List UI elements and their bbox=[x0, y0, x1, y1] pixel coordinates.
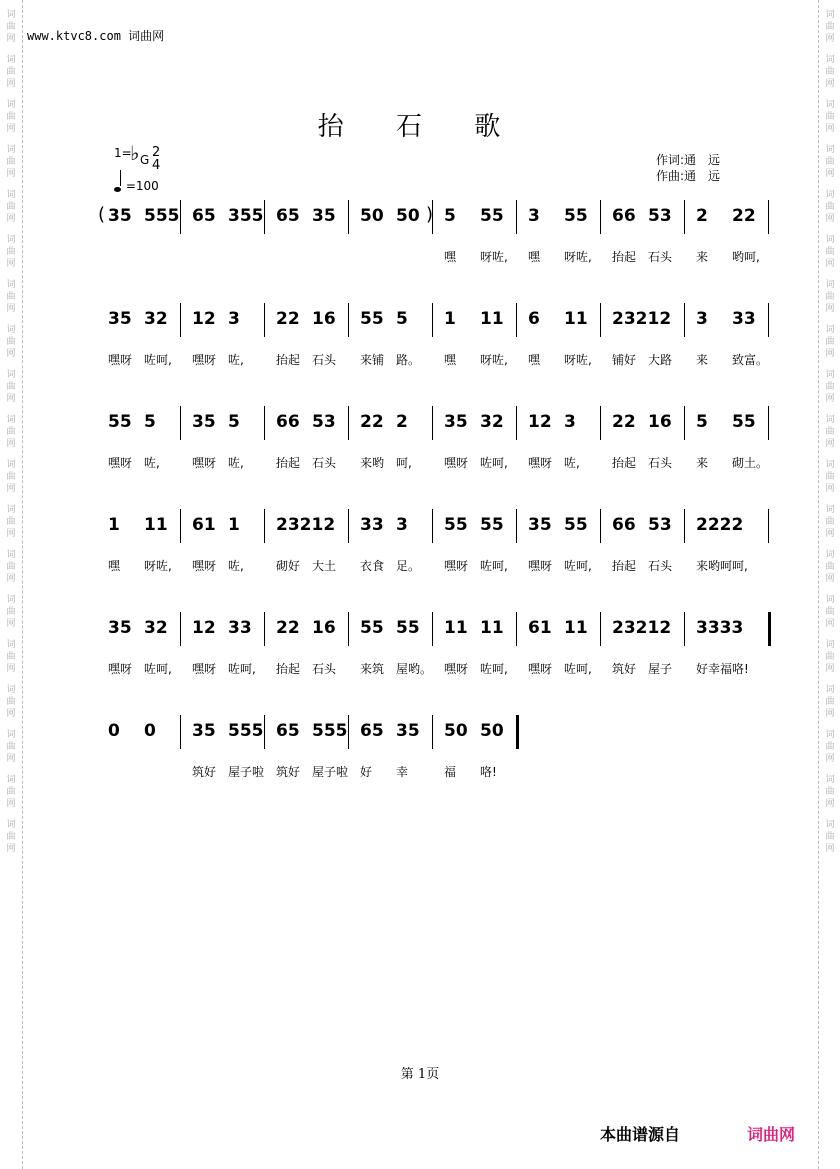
note-group: 16 bbox=[312, 309, 336, 329]
note-group: 3 bbox=[396, 515, 408, 535]
lyric-line bbox=[100, 763, 760, 779]
lyric-word: 来哟呵呵, bbox=[696, 559, 748, 573]
lyric-word: 呵, bbox=[396, 456, 412, 470]
bar-line bbox=[432, 406, 433, 440]
note-group: 0 bbox=[144, 721, 156, 741]
note-group: 555 bbox=[312, 721, 348, 741]
note-group: 65 bbox=[276, 721, 300, 741]
note-group: 1 bbox=[108, 515, 120, 535]
bar-line bbox=[432, 612, 433, 646]
note-group: 53 bbox=[648, 515, 672, 535]
bar-line bbox=[348, 303, 349, 337]
note-group: 3 bbox=[696, 309, 708, 329]
lyric-word: 咗呵, bbox=[480, 662, 508, 676]
lyric-word: 致富。 bbox=[732, 353, 769, 367]
note-group: 50 bbox=[396, 206, 420, 226]
note-group: 5 bbox=[144, 412, 156, 432]
bar-line bbox=[768, 509, 769, 543]
note-group: 11 bbox=[564, 618, 588, 638]
lyric-word: 嘿 bbox=[108, 559, 121, 573]
bar-line bbox=[684, 612, 685, 646]
bar-line bbox=[600, 406, 601, 440]
bar-line bbox=[180, 509, 181, 543]
note-group: 12 bbox=[192, 618, 216, 638]
lyric-word: 呀咗, bbox=[564, 353, 592, 367]
watermark-text: 词 曲 网 bbox=[6, 685, 16, 719]
lyric-word: 咗呵, bbox=[144, 353, 172, 367]
lyric-word: 石头 bbox=[648, 456, 673, 470]
watermark-text: 词 曲 网 bbox=[825, 640, 835, 674]
flat-symbol: ♭ bbox=[130, 141, 140, 165]
lyric-word: 嘿呀 bbox=[528, 559, 553, 573]
watermark-text: 词 曲 网 bbox=[6, 775, 16, 809]
lyric-word: 来 bbox=[696, 250, 709, 264]
lyric-word: 嘿呀 bbox=[108, 456, 133, 470]
note-group: 65 bbox=[192, 206, 216, 226]
note-group: 0 bbox=[108, 721, 120, 741]
lyric-word: 抬起 bbox=[276, 456, 301, 470]
note-group: 11 bbox=[564, 309, 588, 329]
bar-line bbox=[516, 715, 519, 749]
note-group: 35 bbox=[108, 206, 132, 226]
bar-line bbox=[516, 406, 517, 440]
watermark-text: 词 曲 网 bbox=[825, 55, 835, 89]
note-group: 53 bbox=[648, 206, 672, 226]
bar-line bbox=[180, 715, 181, 749]
note-stem bbox=[120, 170, 121, 186]
note-group: 16 bbox=[648, 412, 672, 432]
lyric-word: 嘿呀 bbox=[528, 456, 553, 470]
lyric-word: 咗呵, bbox=[144, 662, 172, 676]
lyric-word: 石头 bbox=[648, 250, 673, 264]
note-group: 11 bbox=[480, 309, 504, 329]
source-label: 本曲谱源自 bbox=[600, 1125, 681, 1144]
note-group: 32 bbox=[480, 412, 504, 432]
lyric-word: 咗, bbox=[564, 456, 580, 470]
bar-line bbox=[768, 612, 771, 646]
bar-line bbox=[516, 200, 517, 234]
lyric-word: 呀咗, bbox=[480, 353, 508, 367]
repeat-close-paren: ) bbox=[426, 204, 434, 225]
watermark-text: 词 曲 网 bbox=[825, 235, 835, 269]
lyric-word: 铺好 bbox=[612, 353, 637, 367]
note-group: 5 bbox=[228, 412, 240, 432]
tempo-value: =100 bbox=[125, 179, 159, 193]
watermark-text: 词 曲 网 bbox=[825, 775, 835, 809]
lyric-word: 哟呵, bbox=[732, 250, 760, 264]
note-group: 35 bbox=[192, 721, 216, 741]
notes-line bbox=[100, 303, 760, 343]
bar-line bbox=[264, 509, 265, 543]
song-title: 抬 石 歌 bbox=[317, 112, 523, 142]
lyric-word: 嘿呀 bbox=[192, 559, 217, 573]
note-group: 6 bbox=[528, 309, 540, 329]
notes-line bbox=[100, 612, 760, 652]
lyric-word: 咗呵, bbox=[228, 662, 256, 676]
watermark-text: 词 曲 网 bbox=[6, 325, 16, 359]
bar-line bbox=[600, 303, 601, 337]
lyric-word: 咗呵, bbox=[564, 559, 592, 573]
page-number: 第 1页 bbox=[400, 1067, 440, 1082]
watermark-text: 词 曲 网 bbox=[825, 370, 835, 404]
note-group: 1 bbox=[228, 515, 240, 535]
lyric-word: 好幸福咯! bbox=[696, 662, 749, 676]
note-group: 55 bbox=[108, 412, 132, 432]
note-group: 55 bbox=[480, 515, 504, 535]
note-group: 55 bbox=[396, 618, 420, 638]
repeat-open-paren: ( bbox=[98, 204, 106, 225]
lyric-word: 砌好 bbox=[276, 559, 301, 573]
lyric-word: 屋子啦 bbox=[312, 765, 349, 779]
bar-line bbox=[264, 303, 265, 337]
lyric-word: 嘿 bbox=[528, 353, 541, 367]
note-group: 35 bbox=[444, 412, 468, 432]
note-group: 55 bbox=[480, 206, 504, 226]
note-group: 22 bbox=[612, 412, 636, 432]
key-signature bbox=[114, 141, 161, 173]
lyric-word: 呀咗, bbox=[564, 250, 592, 264]
lyric-word: 大土 bbox=[312, 559, 337, 573]
lyric-word: 好 bbox=[360, 765, 373, 779]
watermark-text: 词 曲 网 bbox=[825, 460, 835, 494]
bar-line bbox=[264, 612, 265, 646]
lyric-word: 砌土。 bbox=[732, 456, 769, 470]
brand-link[interactable]: 词曲网 bbox=[747, 1125, 796, 1144]
bar-line bbox=[432, 303, 433, 337]
watermark-text: 词 曲 网 bbox=[6, 550, 16, 584]
note-group: 35 bbox=[528, 515, 552, 535]
lyric-word: 足。 bbox=[396, 559, 421, 573]
lyric-word: 大路 bbox=[648, 353, 673, 367]
lyric-word: 筑好 bbox=[192, 765, 217, 779]
lyric-word: 筑好 bbox=[612, 662, 637, 676]
lyric-word: 抬起 bbox=[612, 559, 637, 573]
watermark-text: 词 曲 网 bbox=[825, 10, 835, 44]
lyric-word: 来 bbox=[696, 456, 709, 470]
watermark-text: 词 曲 网 bbox=[825, 595, 835, 629]
note-group: 23212 bbox=[612, 618, 672, 638]
note-group: 12 bbox=[528, 412, 552, 432]
bar-line bbox=[264, 715, 265, 749]
note-group: 35 bbox=[108, 618, 132, 638]
note-group: 55 bbox=[564, 515, 588, 535]
watermark-text: 词 曲 网 bbox=[825, 415, 835, 449]
left-watermark-strip bbox=[0, 0, 23, 1169]
note-group: 66 bbox=[612, 515, 636, 535]
watermark-text: 词 曲 网 bbox=[6, 640, 16, 674]
watermark-text: 词 曲 网 bbox=[6, 505, 16, 539]
note-group: 50 bbox=[444, 721, 468, 741]
note-group: 55 bbox=[360, 309, 384, 329]
notes-line bbox=[100, 406, 760, 446]
lyric-word: 嘿呀 bbox=[444, 456, 469, 470]
watermark-text: 词 曲 网 bbox=[825, 505, 835, 539]
lyric-line bbox=[100, 351, 769, 367]
time-top: 2 bbox=[152, 145, 161, 160]
watermark-text: 词 曲 网 bbox=[6, 595, 16, 629]
note-group: 53 bbox=[312, 412, 336, 432]
watermark-text: 词 曲 网 bbox=[6, 55, 16, 89]
note-group: 3 bbox=[228, 309, 240, 329]
time-signature bbox=[152, 146, 160, 172]
lyric-word: 福 bbox=[444, 765, 457, 779]
note-group: 33 bbox=[732, 309, 756, 329]
note-group: 3 bbox=[528, 206, 540, 226]
watermark-text: 词 曲 网 bbox=[825, 730, 835, 764]
lyric-word: 来哟 bbox=[360, 456, 385, 470]
bar-line bbox=[600, 200, 601, 234]
lyric-word: 咗, bbox=[228, 456, 244, 470]
watermark-text: 词 曲 网 bbox=[6, 10, 16, 44]
note-group: 55 bbox=[360, 618, 384, 638]
lyric-word: 抬起 bbox=[276, 353, 301, 367]
watermark-text: 词 曲 网 bbox=[825, 190, 835, 224]
lyric-word: 来 bbox=[696, 353, 709, 367]
watermark-text: 词 曲 网 bbox=[6, 100, 16, 134]
lyric-word: 咗, bbox=[228, 559, 244, 573]
watermark-text: 词 曲 网 bbox=[825, 100, 835, 134]
note-group: 23212 bbox=[612, 309, 672, 329]
lyric-word: 咗, bbox=[228, 353, 244, 367]
lyric-word: 嘿 bbox=[528, 250, 541, 264]
note-group: 33 bbox=[228, 618, 252, 638]
note-group: 355 bbox=[228, 206, 264, 226]
bar-line bbox=[684, 406, 685, 440]
watermark-text: 词 曲 网 bbox=[6, 730, 16, 764]
note-group: 23212 bbox=[276, 515, 336, 535]
note-group: 65 bbox=[360, 721, 384, 741]
lyric-line bbox=[100, 454, 769, 470]
lyric-word: 咯! bbox=[480, 765, 497, 779]
note-group: 61 bbox=[192, 515, 216, 535]
lyric-word: 屋子 bbox=[648, 662, 673, 676]
bar-line bbox=[768, 303, 769, 337]
lyric-word: 石头 bbox=[648, 559, 673, 573]
bar-line bbox=[432, 509, 433, 543]
key-prefix: 1= bbox=[114, 146, 132, 160]
tempo-marking bbox=[114, 174, 159, 193]
notes-line bbox=[100, 200, 760, 240]
lyric-word: 衣食 bbox=[360, 559, 385, 573]
note-group: 55 bbox=[444, 515, 468, 535]
note-group: 5 bbox=[396, 309, 408, 329]
note-group: 55 bbox=[732, 412, 756, 432]
bar-line bbox=[348, 509, 349, 543]
note-group: 22 bbox=[276, 618, 300, 638]
bar-line bbox=[600, 509, 601, 543]
lyric-word: 咗呵, bbox=[564, 662, 592, 676]
time-bottom: 4 bbox=[152, 158, 161, 173]
watermark-text: 词 曲 网 bbox=[6, 460, 16, 494]
note-group: 50 bbox=[360, 206, 384, 226]
watermark-text: 词 曲 网 bbox=[6, 235, 16, 269]
note-group: 11 bbox=[480, 618, 504, 638]
lyric-word: 抬起 bbox=[612, 456, 637, 470]
lyric-word: 嘿呀 bbox=[444, 662, 469, 676]
bar-line bbox=[684, 509, 685, 543]
lyric-line bbox=[100, 660, 760, 676]
note-group: 555 bbox=[228, 721, 264, 741]
bar-line bbox=[684, 303, 685, 337]
watermark-text: 词 曲 网 bbox=[6, 820, 16, 854]
watermark-text: 词 曲 网 bbox=[825, 145, 835, 179]
lyric-word: 石头 bbox=[312, 456, 337, 470]
note-group: 11 bbox=[444, 618, 468, 638]
quarter-note-icon bbox=[114, 187, 121, 192]
lyric-word: 嘿呀 bbox=[444, 559, 469, 573]
bar-line bbox=[600, 612, 601, 646]
bar-line bbox=[516, 509, 517, 543]
note-group: 32 bbox=[144, 309, 168, 329]
lyric-word: 咗, bbox=[144, 456, 160, 470]
note-group: 22 bbox=[360, 412, 384, 432]
lyricist: 作词:通 远 bbox=[656, 153, 721, 167]
note-group: 5 bbox=[444, 206, 456, 226]
note-group: 555 bbox=[144, 206, 180, 226]
notes-line bbox=[100, 509, 760, 549]
lyric-word: 筑好 bbox=[276, 765, 301, 779]
lyric-word: 来筑 bbox=[360, 662, 385, 676]
note-group: 12 bbox=[192, 309, 216, 329]
lyric-word: 路。 bbox=[396, 353, 421, 367]
lyric-word: 石头 bbox=[312, 353, 337, 367]
note-group: 22 bbox=[732, 206, 756, 226]
note-group: 5 bbox=[696, 412, 708, 432]
note-group: 61 bbox=[528, 618, 552, 638]
lyric-word: 嘿呀 bbox=[108, 662, 133, 676]
note-group: 2 bbox=[396, 412, 408, 432]
lyric-word: 屋子啦 bbox=[228, 765, 265, 779]
note-group: 66 bbox=[612, 206, 636, 226]
lyric-word: 嘿呀 bbox=[108, 353, 133, 367]
bar-line bbox=[348, 200, 349, 234]
note-group: 65 bbox=[276, 206, 300, 226]
note-group: 55 bbox=[564, 206, 588, 226]
bar-line bbox=[348, 715, 349, 749]
credits bbox=[656, 152, 720, 184]
note-group: 22 bbox=[276, 309, 300, 329]
lyric-word: 咗呵, bbox=[480, 456, 508, 470]
note-group: 35 bbox=[108, 309, 132, 329]
watermark-text: 词 曲 网 bbox=[6, 370, 16, 404]
watermark-text: 词 曲 网 bbox=[825, 325, 835, 359]
note-group: 66 bbox=[276, 412, 300, 432]
lyric-word: 嘿 bbox=[444, 250, 457, 264]
bar-line bbox=[432, 715, 433, 749]
lyric-word: 呀咗, bbox=[144, 559, 172, 573]
watermark-text: 词 曲 网 bbox=[825, 280, 835, 314]
lyric-word: 嘿呀 bbox=[528, 662, 553, 676]
lyric-word: 嘿呀 bbox=[192, 456, 217, 470]
lyric-word: 嘿呀 bbox=[192, 662, 217, 676]
bar-line bbox=[768, 406, 769, 440]
lyric-word: 屋哟。 bbox=[396, 662, 433, 676]
bar-line bbox=[348, 406, 349, 440]
note-group: 1 bbox=[444, 309, 456, 329]
lyric-line bbox=[100, 248, 760, 264]
notes-line bbox=[100, 715, 760, 755]
composer: 作曲:通 远 bbox=[656, 169, 721, 183]
lyric-word: 来铺 bbox=[360, 353, 385, 367]
note-group: 35 bbox=[192, 412, 216, 432]
bar-line bbox=[264, 406, 265, 440]
bar-line bbox=[516, 612, 517, 646]
note-group: 2 bbox=[696, 206, 708, 226]
right-watermark-strip bbox=[818, 0, 840, 1169]
watermark-text: 词 曲 网 bbox=[6, 415, 16, 449]
bar-line bbox=[180, 406, 181, 440]
note-group: 33 bbox=[360, 515, 384, 535]
key-letter: G bbox=[140, 153, 150, 167]
watermark-text: 词 曲 网 bbox=[825, 685, 835, 719]
bar-line bbox=[516, 303, 517, 337]
watermark-text: 词 曲 网 bbox=[825, 820, 835, 854]
note-group: 35 bbox=[312, 206, 336, 226]
bar-line bbox=[768, 200, 769, 234]
watermark-text: 词 曲 网 bbox=[825, 550, 835, 584]
note-group: 16 bbox=[312, 618, 336, 638]
lyric-word: 抬起 bbox=[612, 250, 637, 264]
bar-line bbox=[684, 200, 685, 234]
watermark-text: 词 曲 网 bbox=[6, 145, 16, 179]
site-url[interactable]: www.ktvc8.com 词曲网 bbox=[27, 29, 165, 43]
bar-line bbox=[180, 200, 181, 234]
note-group: 3333 bbox=[696, 618, 744, 638]
bar-line bbox=[264, 200, 265, 234]
note-group: 35 bbox=[396, 721, 420, 741]
note-group: 50 bbox=[480, 721, 504, 741]
lyric-word: 咗呵, bbox=[480, 559, 508, 573]
lyric-word: 抬起 bbox=[276, 662, 301, 676]
watermark-text: 词 曲 网 bbox=[6, 280, 16, 314]
note-group: 3 bbox=[564, 412, 576, 432]
bar-line bbox=[180, 612, 181, 646]
lyric-word: 呀咗, bbox=[480, 250, 508, 264]
lyric-word: 嘿 bbox=[444, 353, 457, 367]
note-group: 2222 bbox=[696, 515, 744, 535]
note-group: 11 bbox=[144, 515, 168, 535]
note-group: 32 bbox=[144, 618, 168, 638]
watermark-text: 词 曲 网 bbox=[6, 190, 16, 224]
lyric-word: 石头 bbox=[312, 662, 337, 676]
bar-line bbox=[180, 303, 181, 337]
bar-line bbox=[348, 612, 349, 646]
lyric-line bbox=[100, 557, 760, 573]
lyric-word: 嘿呀 bbox=[192, 353, 217, 367]
lyric-word: 幸 bbox=[396, 765, 409, 779]
